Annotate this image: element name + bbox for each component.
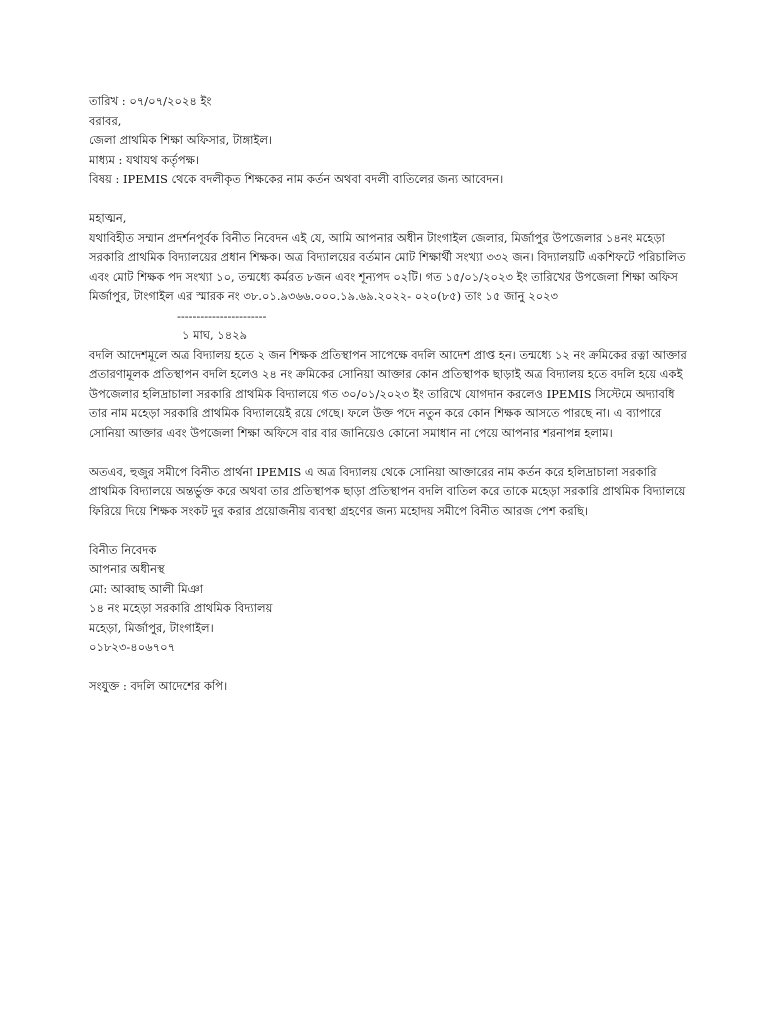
spacer	[89, 190, 689, 210]
sender-name: মো: আব্বাছ আলী মিঞা	[89, 581, 204, 596]
closing-subordinate: আপনার অধীনস্থ	[89, 562, 165, 576]
separator-line: -----------------------	[177, 308, 267, 323]
body-paragraph-3: অতএব, হুজুর সমীপে বিনীত প্রার্থনা IPEMIS এ অত্র বিদ্যালয় থেকে সোনিয়া আক্তারের নাম কর্তন করে হলিদ্রাচালা সরকারি প্রাথমিক বিদ্যালয়ে অন্তর্ভুক্ত করে অথবা তার প্রতিস্থাপক ছাড়া প্রতিস্থাপন বদলি বাতিল করে তাকে মহেড়া সরকারি প্রাথমিক বিদ্যালয়ে ফিরিয়ে দিয়ে শিক্ষক সংকট দুর করার প্রয়োজনীয় ব্যবস্থা গ্রহণের জন্য মহোদয় সমীপে বিনীত আরজ পেশ করছি।	[89, 464, 686, 518]
closing: বিনীত নিবেদক	[89, 542, 157, 557]
spacer	[89, 443, 689, 463]
bangla-date: ১ মাঘ, ১৪২৯	[182, 328, 248, 342]
attachment-line: সংযুক্ত : বদলি আদেশের কপি।	[89, 679, 228, 693]
subject-line: বিষয় : IPEMIS থেকে বদলীকৃত শিক্ষকের নাম কর্তন অথবা বদলী বাতিলের জন্য আবেদন।	[89, 172, 504, 186]
sender-address: মহেড়া, মির্জাপুর, টাংগাইল।	[89, 620, 214, 635]
letter-page	[89, 92, 689, 697]
date-line: তারিখ : ০৭/০৭/২০২৪ ইং	[89, 94, 212, 108]
recipient: জেলা প্রাথমিক শিক্ষা অফিসার, টাঙ্গাইল।	[89, 133, 273, 147]
body-paragraph-2: বদলি আদেশমূলে অত্র বিদ্যালয় হতে ২ জন শিক্ষক প্রতিস্থাপন সাপেক্ষে বদলি আদেশ প্রাপ্ত হন। তন্মধ্যে ১২ নং ক্রমিকের রত্না আক্তার প্রতারণামূলক প্রতিস্থাপন বদলি হলেও ২৪ নং ক্রমিকের সোনিয়া আক্তার কোন প্রতিস্থাপক ছাড়াই অত্র বিদ্যালয় হতে বদলি হয়ে একই উপজেলার হলিদ্রাচালা সরকারি প্রাথমিক বিদ্যালয়ে গত ৩০/০১/২০২৩ ইং তারিখে যোগদান করলেও IPEMIS সিস্টেমে অদ্যাবধি তার নাম মহেড়া সরকারি প্রাথমিক বিদ্যালয়েই রয়ে গেছে। ফলে উক্ত পদে নতুন করে কোন শিক্ষক আসতে পারছে না। এ ব্যাপারে সোনিয়া আক্তার এবং উপজেলা শিক্ষা অফিসে বার বার জানিয়েও কোনো সমাধান না পেয়ে আপনার শরনাপন্ন হলাম।	[89, 347, 687, 440]
salutation: মহাত্মন,	[89, 211, 127, 225]
spacer	[89, 521, 689, 541]
to-label: বরাবর,	[89, 113, 122, 128]
spacer	[89, 658, 689, 678]
body-paragraph-1: যথাবিহীত সম্মান প্রদর্শনপূর্বক বিনীত নিবেদন এই যে, আমি আপনার অধীন টাংগাইল জেলার, মির্জাপুর উপজেলার ১৪নং মহেড়া সরকারি প্রাথমিক বিদ্যালয়ের প্রধান শিক্ষক। অত্র বিদ্যালয়ের বর্তমান মোট শিক্ষার্থী সংখ্যা ৩৩২ জন। বিদ্যালয়টি একশিফটে পরিচালিত এবং মোট শিক্ষক পদ সংখ্যা ১০, তন্মধ্যে কর্মরত ৮জন এবং শূন্যপদ ০২টি। গত ১৫/০১/২০২৩ ইং তারিখের উপজেলা শিক্ষা অফিস মির্জাপুর, টাংগাইল এর স্মারক নং ৩৮.০১.৯৩৬৬.০০০.১৯.৬৯.২০২২- ০২০(৮৫) তাং ১৫ জানু ২০২৩	[89, 230, 686, 303]
sender-school: ১৪ নং মহেড়া সরকারি প্রাথমিক বিদ্যালয়	[89, 601, 273, 615]
sender-phone: ০১৮২৩-৪০৬৭০৭	[89, 640, 176, 654]
via-line: মাধ্যম : যথাযথ কর্তৃপক্ষ।	[89, 152, 200, 167]
